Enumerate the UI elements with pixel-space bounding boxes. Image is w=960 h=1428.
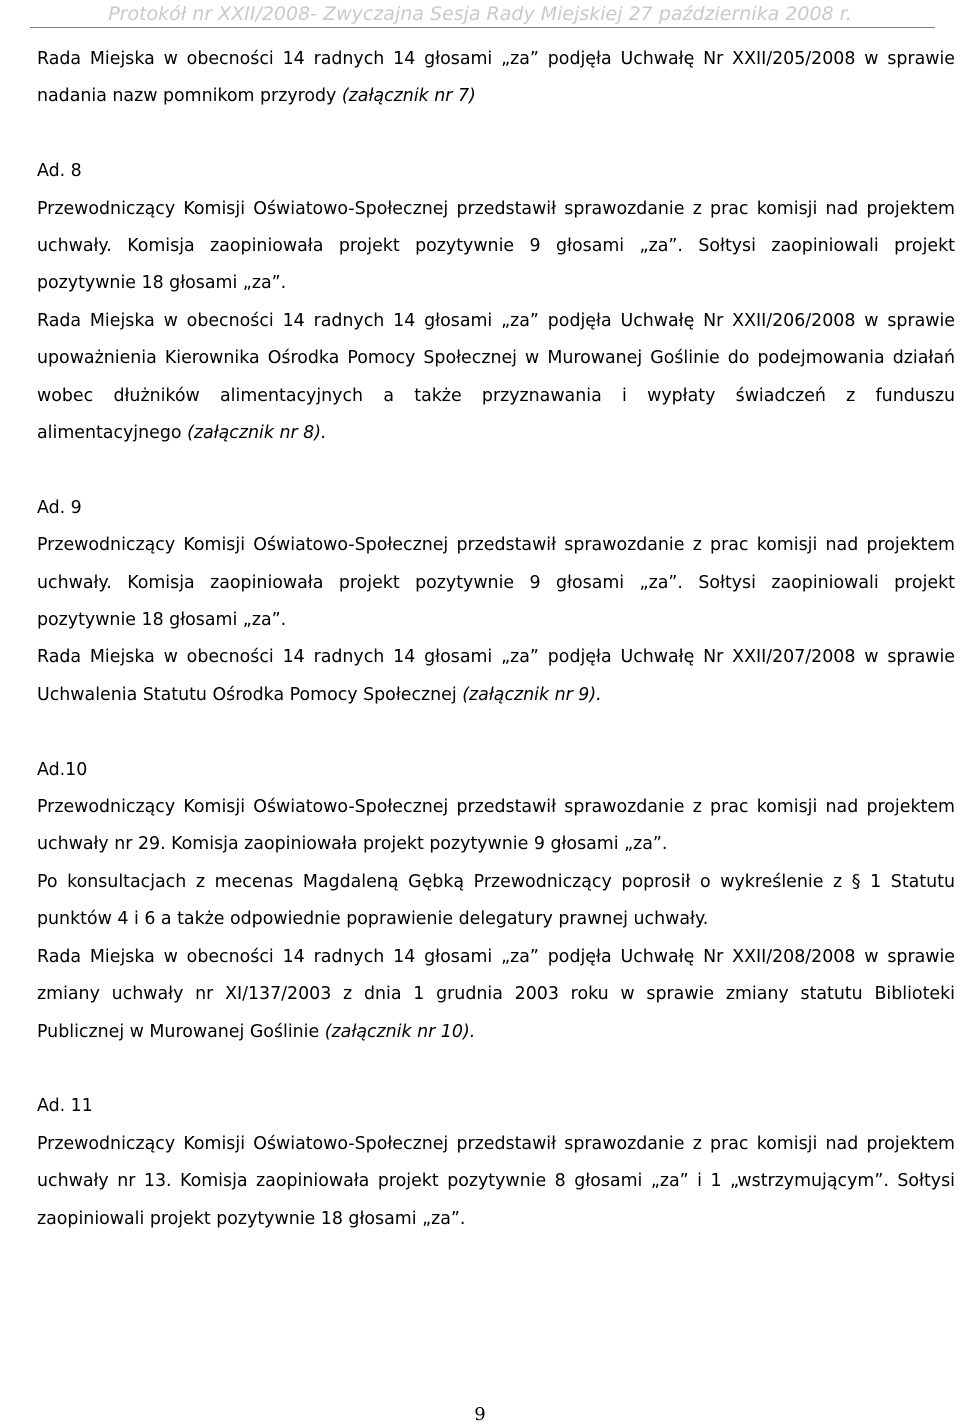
- resolution-207: [37, 639, 955, 714]
- agenda-item-heading: Ad. 9: [37, 497, 82, 518]
- agenda-item-heading: Ad.10: [37, 759, 88, 780]
- attachment-reference: (załącznik nr 10).: [324, 1021, 476, 1042]
- attachment-reference: (załącznik nr 8).: [187, 423, 327, 444]
- attachment-reference: (załącznik nr 7): [341, 86, 476, 107]
- paragraph-gap: [37, 714, 955, 751]
- resolution-text: Rada Miejska w obecności 14 radnych 14 głosami „za” podjęła Uchwałę Nr XXII/206/2008 w sprawie upoważnienia Kierownika Ośrodka Pomocy Społecznej w Murowanej Goślinie do podejmowania działań wobec dłużników alimentacyjnych a także przyznawania i wypłaty świadczeń z funduszu alimentacyjnego: [37, 310, 955, 444]
- resolution-text: Rada Miejska w obecności 14 radnych 14 głosami „za” podjęła Uchwałę Nr XXII/208/2008 w sprawie zmiany uchwały nr XI/137/2003 z dnia 1 grudnia 2003 roku w sprawie zmiany statutu Biblioteki Publicznej w Murowanej Goślinie: [37, 946, 955, 1042]
- document-body: [37, 41, 955, 1238]
- consultation-note: Po konsultacjach z mecenas Magdaleną Gębką Przewodniczący poprosił o wykreślenie z § 1 Statutu punktów 4 i 6 a także odpowiednie poprawienie delegatury prawnej uchwały.: [37, 871, 955, 930]
- page-number: 9: [474, 1404, 486, 1425]
- paragraph-gap: [37, 1051, 955, 1088]
- attachment-reference: (załącznik nr 9).: [462, 684, 602, 705]
- resolution-text: Rada Miejska w obecności 14 radnych 14 głosami „za” podjęła Uchwałę Nr XXII/207/2008 w sprawie Uchwalenia Statutu Ośrodka Pomocy Społecznej: [37, 647, 955, 705]
- header-divider: [30, 27, 935, 28]
- page-header: Protokół nr XXII/2008- Zwyczajna Sesja Rady Miejskiej 27 października 2008 r.: [108, 3, 852, 25]
- committee-report: Przewodniczący Komisji Oświatowo-Społecznej przedstawił sprawozdanie z prac komisji nad projektem uchwały nr 29. Komisja zaopiniowała projekt pozytywnie 9 głosami „za”.: [37, 797, 955, 855]
- agenda-item-heading: Ad. 8: [37, 161, 82, 182]
- resolution-text: Rada Miejska w obecności 14 radnych 14 głosami „za” podjęła Uchwałę Nr XXII/205/2008 w sprawie nadania nazw pomnikom przyrody: [37, 49, 955, 107]
- paragraph-gap: [37, 116, 955, 153]
- committee-report: Przewodniczący Komisji Oświatowo-Społecznej przedstawił sprawozdanie z prac komisji nad projektem uchwały nr 13. Komisja zaopiniowała projekt pozytywnie 8 głosami „za” i 1 „wstrzymującym”. Sołtysi zaopiniowali projekt pozytywnie 18 głosami „za”.: [37, 1133, 955, 1229]
- resolution-205: [37, 41, 955, 116]
- resolution-208: [37, 939, 955, 1051]
- agenda-item-heading: Ad. 11: [37, 1096, 93, 1117]
- committee-report: Przewodniczący Komisji Oświatowo-Społecznej przedstawił sprawozdanie z prac komisji nad projektem uchwały. Komisja zaopiniowała projekt pozytywnie 9 głosami „za”. Sołtysi zaopiniowali projekt pozytywnie 18 głosami „za”.: [37, 535, 955, 631]
- committee-report: Przewodniczący Komisji Oświatowo-Społecznej przedstawił sprawozdanie z prac komisji nad projektem uchwały. Komisja zaopiniowała projekt pozytywnie 9 głosami „za”. Sołtysi zaopiniowali projekt pozytywnie 18 głosami „za”.: [37, 198, 955, 294]
- resolution-206: [37, 303, 955, 453]
- paragraph-gap: [37, 452, 955, 489]
